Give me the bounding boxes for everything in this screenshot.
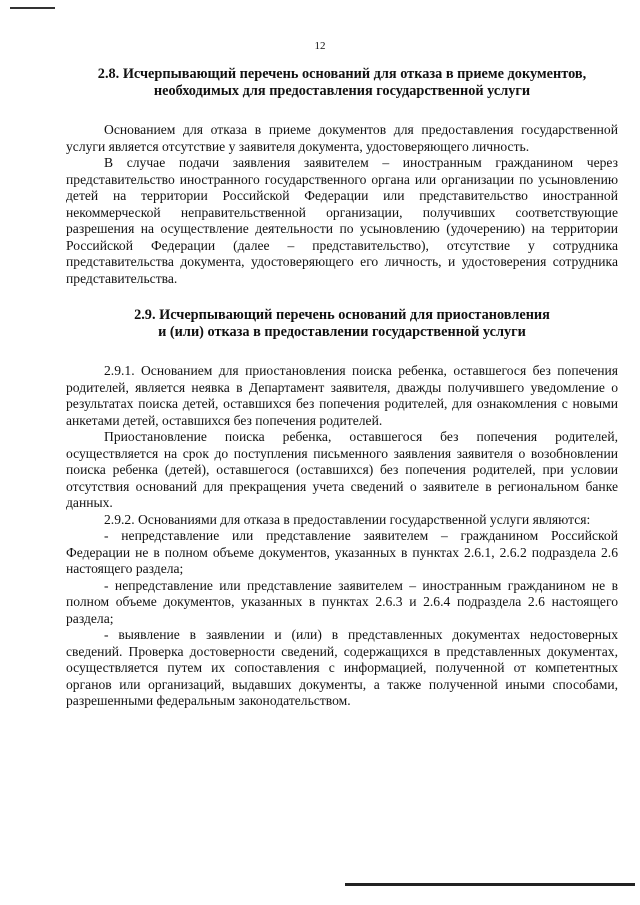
section-2-9-list-item-1: - непредставление или представление заявителем – гражданином Российской Федерации не в полном объеме документов, указанных в пунктах 2.6.1, 2.6.2 подраздела 2.6 настоящего раздела; <box>66 528 618 576</box>
document-body <box>66 66 618 710</box>
section-2-8-heading-line-2: необходимых для предоставления государственной услуги <box>153 83 531 99</box>
section-2-9-paragraph-3: 2.9.2. Основаниями для отказа в предоставлении государственной услуги являются: <box>104 511 591 527</box>
scan-artifact-line-bottom <box>345 883 635 886</box>
scan-artifact-line <box>10 7 55 9</box>
section-2-8-paragraph-2: В случае подачи заявления заявителем – иностранным гражданином через представительство иностранного государственного органа или организации по усыновлению детей на территории Российской Федерации или представительство иностранной некоммерческой неправительственной организации, получивших соответствующие разрешения на осуществление деятельности по усыновлению (удочерению) на территории Российской Федерации (далее – представительство), отсутствие у сотрудника представительства документа, удостоверяющего его личность, и удостоверения сотрудника представительства. <box>66 155 618 286</box>
section-2-8-heading-line-1: 2.8. Исчерпывающий перечень оснований для отказа в приеме документов, <box>97 66 587 82</box>
section-2-9-paragraph-1: 2.9.1. Основанием для приостановления поиска ребенка, оставшегося без попечения родителей, является неявка в Департамент заявителя, дважды получившего уведомление о результатах поиска детей, оставшихся без попечения родителей, для ознакомления с новыми анкетами детей, оставшихся без попечения родителей. <box>66 363 618 428</box>
page-number: 12 <box>314 40 326 52</box>
section-2-9-list-item-3: - выявление в заявлении и (или) в представленных документах недостоверных сведений. Проверка достоверности сведений, содержащихся в представленных документах, осуществляется путем их сопоставления с информацией, полученной от компетентных органов или организаций, выдавших документы, а также полученной иными способами, разрешенными федеральным законодательством. <box>66 627 618 708</box>
section-2-9-paragraph-2: Приостановление поиска ребенка, оставшегося без попечения родителей, осуществляется на срок до поступления письменного заявления заявителя о возобновлении поиска ребенка (детей), оставшегося (оставшихся) без попечения родителей, при условии отсутствия оснований для прекращения учета сведений о заявителе в региональном банке данных. <box>66 429 618 510</box>
section-2-9-list-item-2: - непредставление или представление заявителем – иностранным гражданином не в полном объеме документов, указанных в пунктах 2.6.3 и 2.6.4 подраздела 2.6 настоящего раздела; <box>66 577 618 626</box>
section-2-8-heading <box>66 66 618 100</box>
section-2-8-paragraph-1: Основанием для отказа в приеме документов для предоставления государственной услуги является отсутствие у заявителя документа, удостоверяющего личность. <box>66 122 618 154</box>
section-2-9-heading <box>66 307 618 341</box>
section-2-9-heading-line-2: и (или) отказа в предоставлении государственной услуги <box>158 324 526 340</box>
section-2-9-heading-line-1: 2.9. Исчерпывающий перечень оснований для приостановления <box>134 307 550 323</box>
